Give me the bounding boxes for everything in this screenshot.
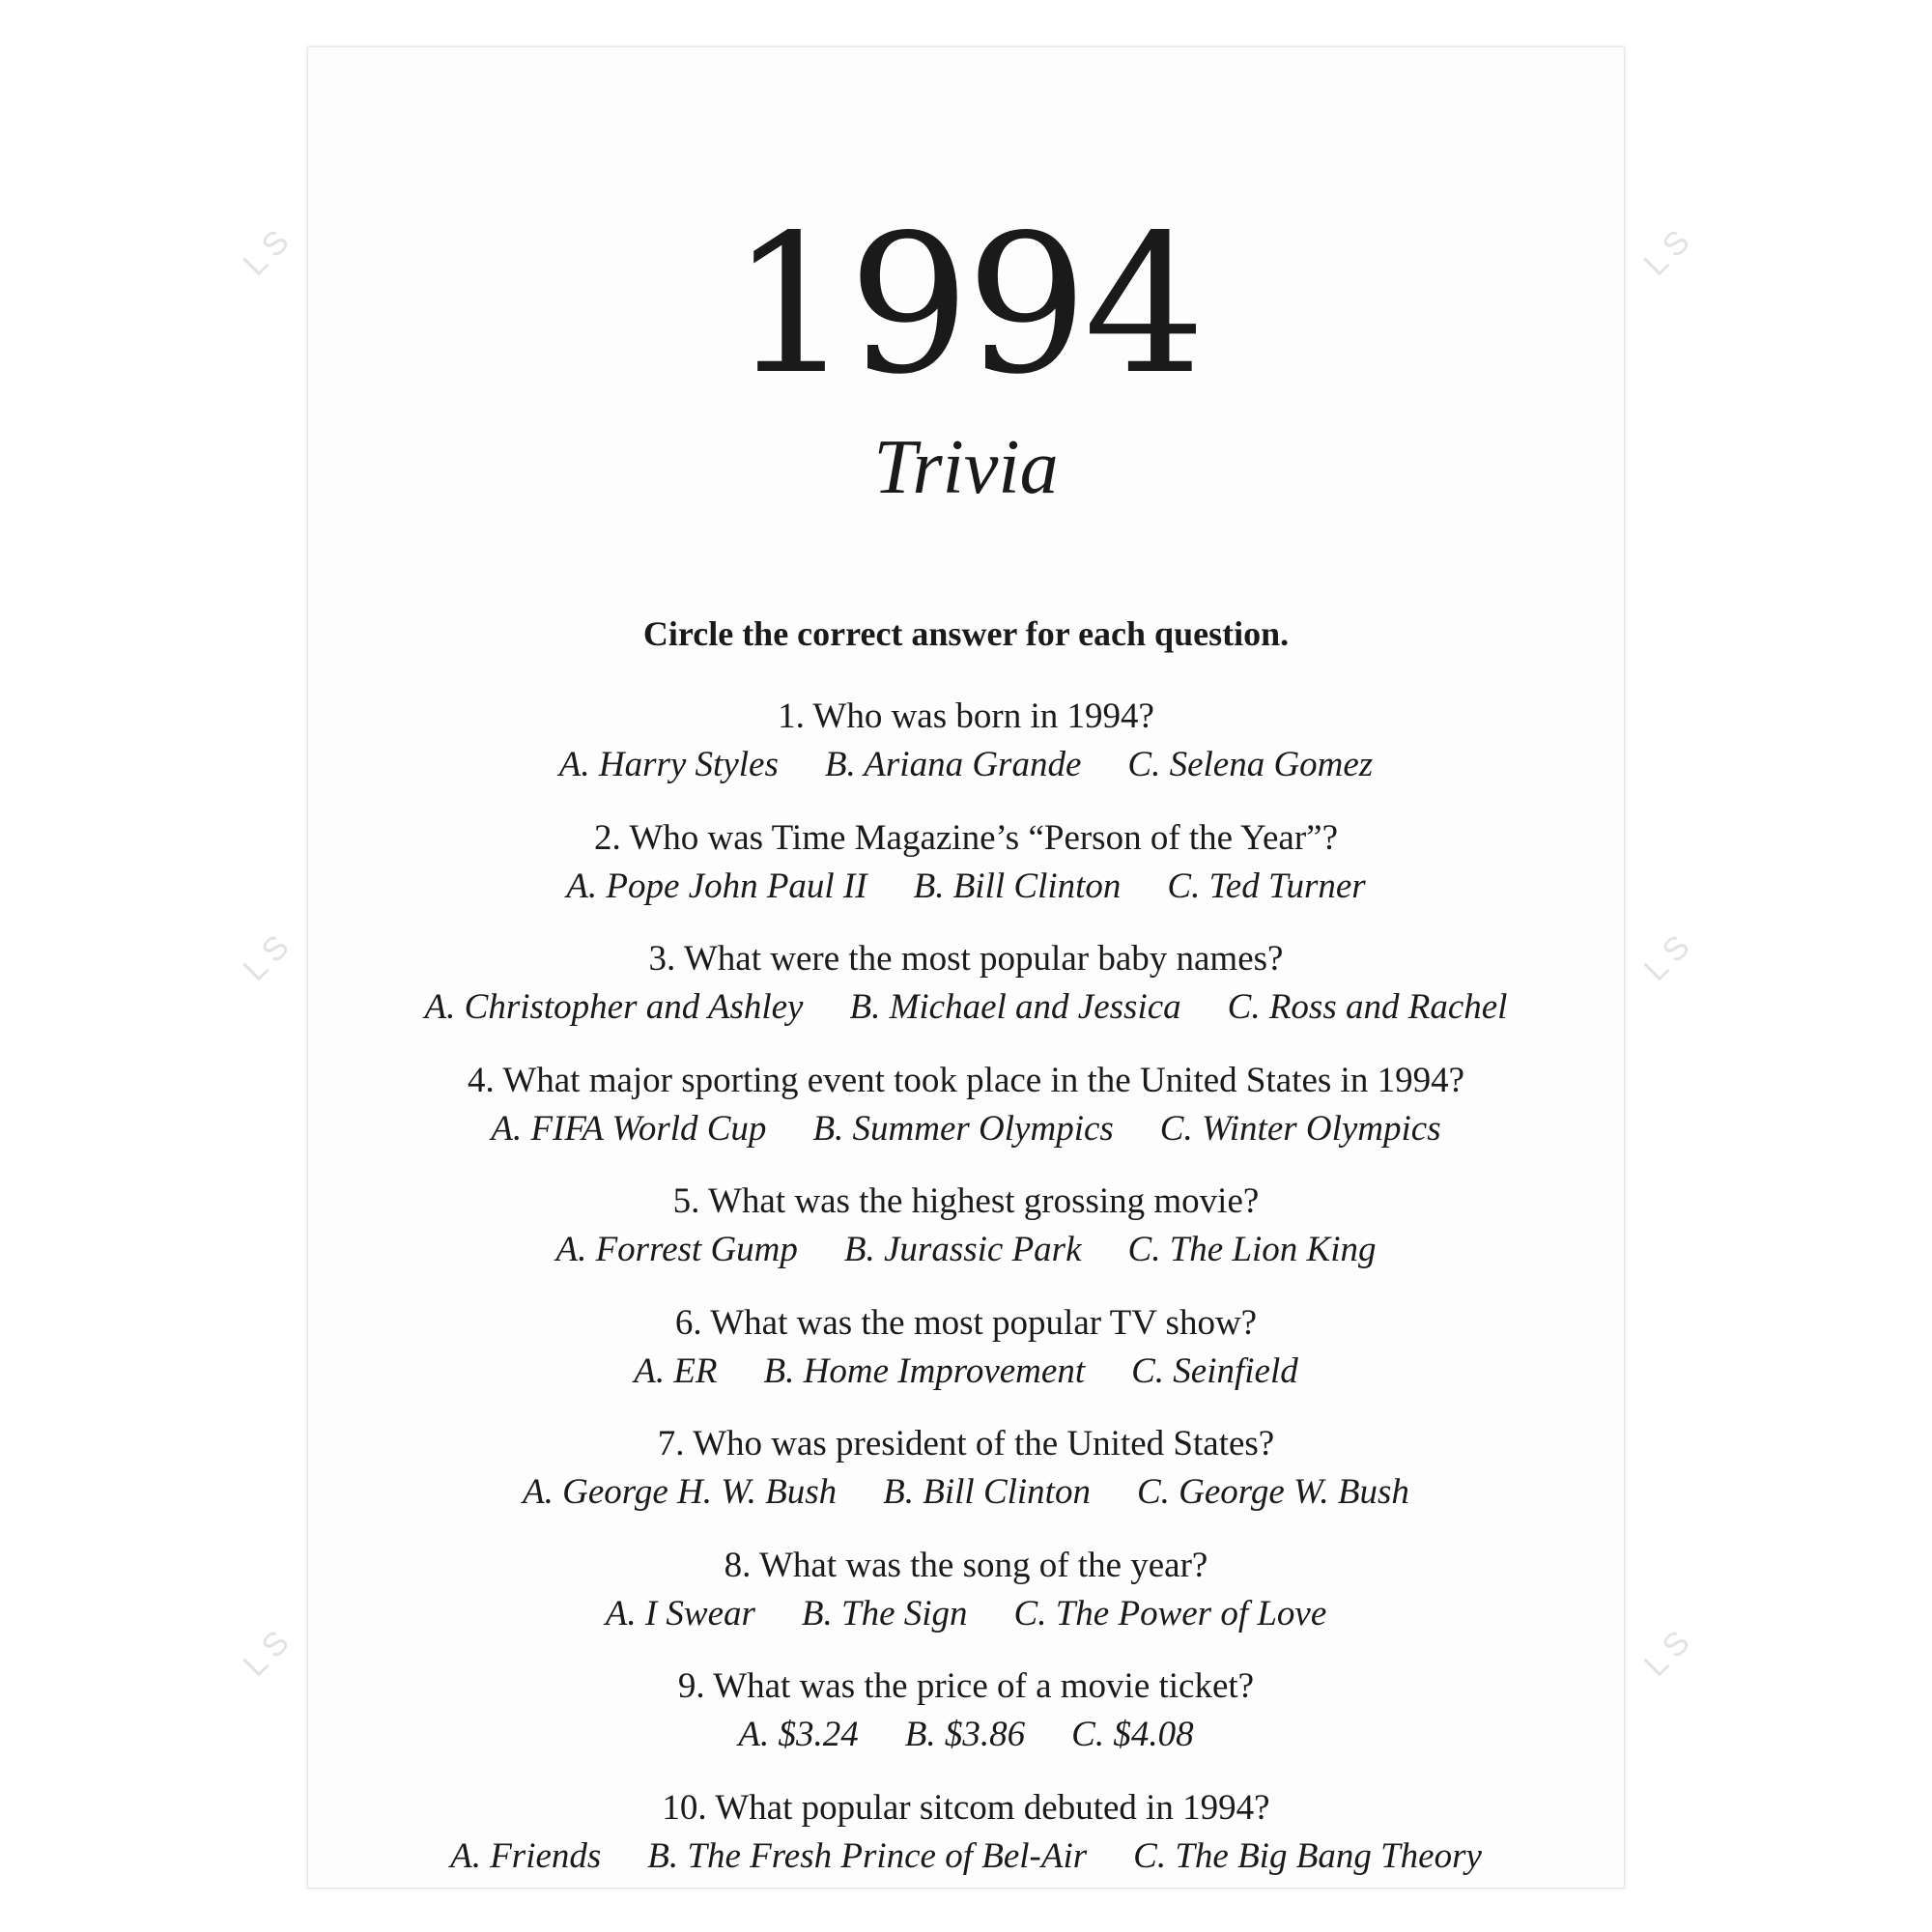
question-1 <box>308 693 1624 814</box>
question-text: 2. Who was Time Magazine’s “Person of the Year”? <box>593 817 1339 858</box>
answer-option-c[interactable]: C. Winter Olympics <box>1159 1108 1441 1149</box>
answer-option-c[interactable]: C. Seinfield <box>1131 1350 1298 1391</box>
answer-option-c[interactable]: C. Selena Gomez <box>1127 745 1374 784</box>
answer-option-b[interactable]: B. The Sign <box>801 1593 968 1634</box>
answer-options <box>308 1226 1624 1274</box>
question-text: 1. Who was born in 1994? <box>778 696 1154 736</box>
question-text: 10. What popular sitcom debuted in 1994? <box>662 1787 1270 1828</box>
answer-option-b[interactable]: B. Summer Olympics <box>812 1108 1114 1149</box>
question-text: 6. What was the most popular TV show? <box>674 1302 1258 1343</box>
question-9 <box>308 1662 1624 1784</box>
answer-option-a[interactable]: A. ER <box>634 1350 718 1391</box>
question-2 <box>308 814 1624 936</box>
answer-options <box>308 863 1624 911</box>
answer-option-a[interactable]: A. I Swear <box>605 1593 755 1634</box>
answer-option-a[interactable]: A. $3.24 <box>738 1715 859 1754</box>
watermark: LS <box>1636 1618 1703 1684</box>
year-title: 1994 <box>730 193 1202 416</box>
answer-option-b[interactable]: B. Bill Clinton <box>913 866 1122 906</box>
answer-options <box>308 1590 1624 1638</box>
question-text: 5. What was the highest grossing movie? <box>672 1181 1260 1221</box>
answer-option-b[interactable]: B. Jurassic Park <box>843 1230 1082 1269</box>
question-4 <box>308 1057 1624 1179</box>
answer-options <box>308 1468 1624 1517</box>
question-10 <box>308 1784 1624 1906</box>
answer-option-b[interactable]: B. Michael and Jessica <box>849 987 1181 1027</box>
answer-options <box>308 1105 1624 1153</box>
instructions: Circle the correct answer for each question. <box>642 614 1290 653</box>
question-7 <box>308 1420 1624 1542</box>
answer-option-c[interactable]: C. Ross and Rachel <box>1227 987 1508 1027</box>
watermark: LS <box>1636 217 1703 283</box>
answer-option-a[interactable]: A. Christopher and Ashley <box>424 987 804 1027</box>
answer-option-a[interactable]: A. FIFA World Cup <box>491 1108 767 1149</box>
answer-option-a[interactable]: A. Pope John Paul II <box>566 866 867 906</box>
answer-options <box>308 1711 1624 1759</box>
question-list <box>308 693 1624 1905</box>
question-5 <box>308 1178 1624 1299</box>
watermark: LS <box>236 923 302 988</box>
watermark: LS <box>236 217 302 283</box>
answer-option-b[interactable]: B. The Fresh Prince of Bel-Air <box>647 1835 1088 1876</box>
question-text: 9. What was the price of a movie ticket? <box>677 1666 1255 1706</box>
answer-option-c[interactable]: C. Ted Turner <box>1167 866 1366 906</box>
answer-option-a[interactable]: A. George H. W. Bush <box>523 1472 838 1512</box>
trivia-card <box>307 46 1625 1889</box>
answer-option-a[interactable]: A. Friends <box>450 1835 602 1876</box>
watermark: LS <box>236 1618 302 1684</box>
answer-option-c[interactable]: C. The Power of Love <box>1013 1593 1327 1634</box>
answer-options <box>308 1348 1624 1396</box>
answer-option-b[interactable]: B. Home Improvement <box>763 1350 1086 1391</box>
question-text: 4. What major sporting event took place in the United States in 1994? <box>467 1060 1464 1100</box>
answer-option-c[interactable]: C. The Big Bang Theory <box>1133 1835 1482 1876</box>
answer-option-c[interactable]: C. $4.08 <box>1071 1715 1194 1754</box>
question-text: 7. Who was president of the United States? <box>657 1424 1275 1463</box>
answer-option-c[interactable]: C. George W. Bush <box>1136 1472 1409 1512</box>
trivia-script-subtitle: Trivia <box>873 425 1059 510</box>
answer-option-a[interactable]: A. Harry Styles <box>558 745 779 784</box>
question-8 <box>308 1542 1624 1663</box>
answer-option-b[interactable]: B. $3.86 <box>904 1715 1026 1754</box>
answer-option-b[interactable]: B. Bill Clinton <box>883 1472 1091 1512</box>
answer-options <box>308 983 1624 1032</box>
watermark: LS <box>1636 923 1703 988</box>
answer-options <box>308 1833 1624 1881</box>
answer-option-b[interactable]: B. Ariana Grande <box>824 745 1082 784</box>
question-text: 3. What were the most popular baby names? <box>648 939 1284 979</box>
question-6 <box>308 1299 1624 1421</box>
question-3 <box>308 935 1624 1057</box>
question-text: 8. What was the song of the year? <box>724 1545 1208 1585</box>
answer-option-a[interactable]: A. Forrest Gump <box>555 1230 798 1269</box>
answer-options <box>308 741 1624 789</box>
answer-option-c[interactable]: C. The Lion King <box>1127 1230 1377 1269</box>
